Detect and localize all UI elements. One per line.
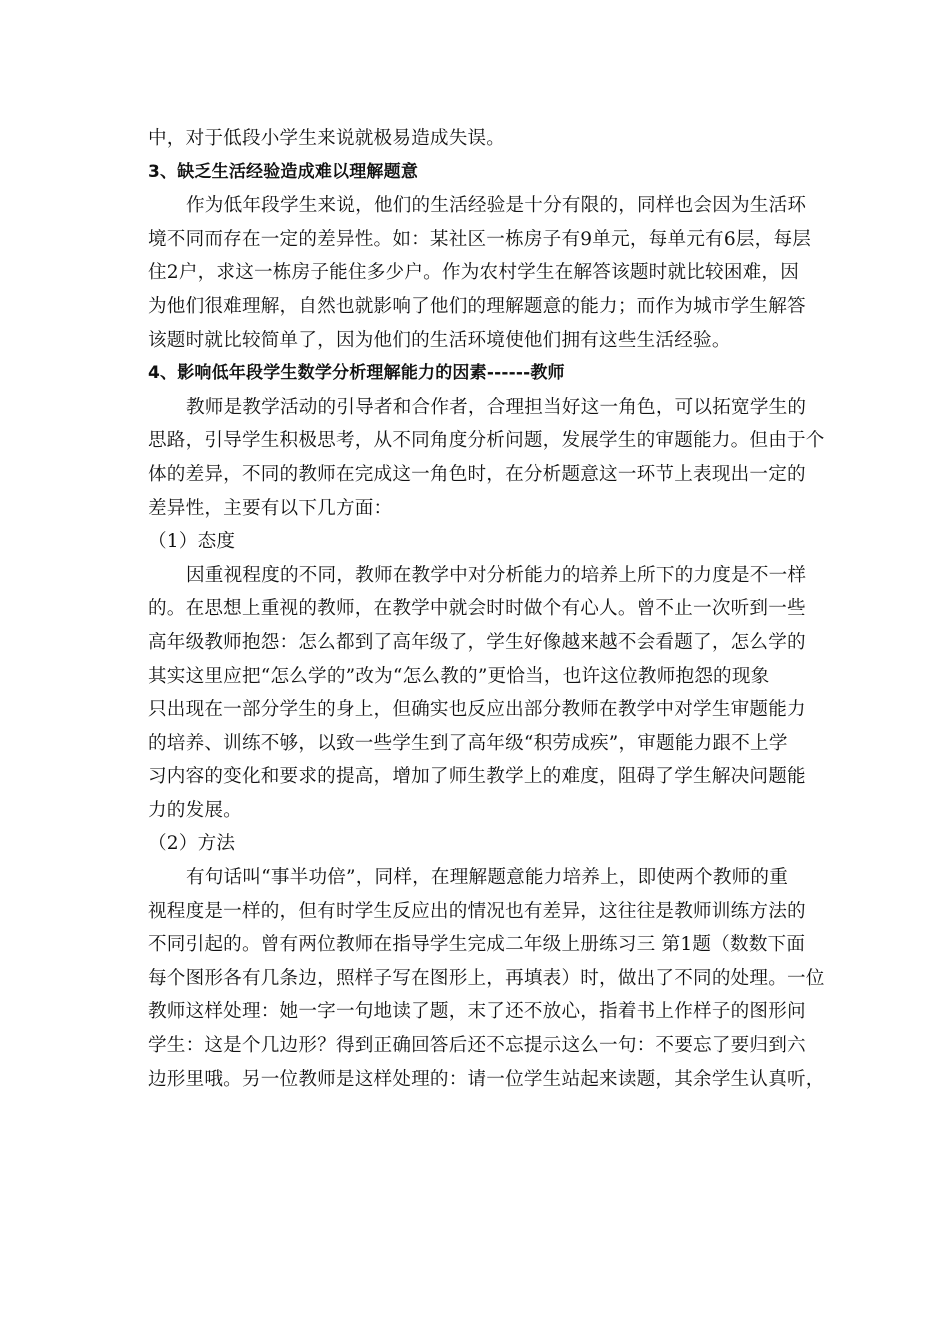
section-heading-4: 4、影响低年段学生数学分析理解能力的因素------教师: [148, 363, 565, 384]
document-body: [148, 122, 825, 1096]
paragraph-line: 思路，引导学生积极思考，从不同角度分析问题，发展学生的审题能力。但由于个: [148, 430, 825, 452]
paragraph-line: 有句话叫“事半功倍”，同样，在理解题意能力培养上，即使两个教师的重: [186, 867, 789, 889]
paragraph-line: 高年级教师抱怨：怎么都到了高年级了，学生好像越来越不会看题了，怎么学的: [148, 631, 806, 653]
paragraph-line: 力的发展。: [148, 799, 242, 821]
subsection-heading-attitude: （1）态度: [148, 531, 236, 553]
paragraph-line: 教师这样处理：她一字一句地读了题，末了还不放心，指着书上作样子的图形问: [148, 1001, 806, 1023]
section-heading-3: 3、缺乏生活经验造成难以理解题意: [148, 161, 419, 182]
paragraph-line: 视程度是一样的，但有时学生反应出的情况也有差异，这往往是教师训练方法的: [148, 900, 806, 922]
paragraph-line: 只出现在一部分学生的身上，但确实也反应出部分教师在教学中对学生审题能力: [148, 699, 806, 721]
paragraph-line: 因重视程度的不同，教师在教学中对分析能力的培养上所下的力度是不一样: [186, 564, 807, 586]
paragraph-line: 不同引起的。曾有两位教师在指导学生完成二年级上册练习三 第1题（数数下面: [148, 934, 806, 956]
paragraph-line: 习内容的变化和要求的提高，增加了师生教学上的难度，阻碍了学生解决问题能: [148, 766, 806, 788]
paragraph-line: 为他们很难理解，自然也就影响了他们的理解题意的能力；而作为城市学生解答: [148, 295, 806, 317]
paragraph-line: 每个图形各有几条边，照样子写在图形上，再填表）时，做出了不同的处理。一位: [148, 967, 825, 989]
paragraph-line: 住2户，求这一栋房子能住多少户。作为农村学生在解答该题时就比较困难，因: [148, 262, 800, 284]
subsection-heading-method: （2）方法: [148, 833, 236, 855]
paragraph-line: 边形里哦。另一位教师是这样处理的：请一位学生站起来读题，其余学生认真听，: [148, 1068, 825, 1090]
paragraph-line: 差异性，主要有以下几方面：: [148, 497, 393, 519]
paragraph-line: 该题时就比较简单了，因为他们的生活环境使他们拥有这些生活经验。: [148, 329, 731, 351]
paragraph-line: 的培养、训练不够，以致一些学生到了高年级“积劳成疾”，审题能力跟不上学: [148, 732, 788, 754]
paragraph-line: 体的差异，不同的教师在完成这一角色时，在分析题意这一环节上表现出一定的: [148, 463, 806, 485]
paragraph-line: 教师是教学活动的引导者和合作者，合理担当好这一角色，可以拓宽学生的: [186, 396, 807, 418]
paragraph-line: 其实这里应把“怎么学的”改为“怎么教的”更恰当，也许这位教师抱怨的现象: [148, 665, 770, 687]
paragraph-line: 作为低年段学生来说，他们的生活经验是十分有限的，同样也会因为生活环: [186, 195, 807, 217]
paragraph-line: 的。在思想上重视的教师，在教学中就会时时做个有心人。曾不止一次听到一些: [148, 598, 806, 620]
paragraph-line: 境不同而存在一定的差异性。如：某社区一栋房子有9单元，每单元有6层，每层: [148, 228, 812, 250]
paragraph-line: 学生：这是个几边形？得到正确回答后还不忘提示这么一句：不要忘了要归到六: [148, 1035, 806, 1057]
paragraph-line: 中，对于低段小学生来说就极易造成失误。: [148, 128, 506, 149]
